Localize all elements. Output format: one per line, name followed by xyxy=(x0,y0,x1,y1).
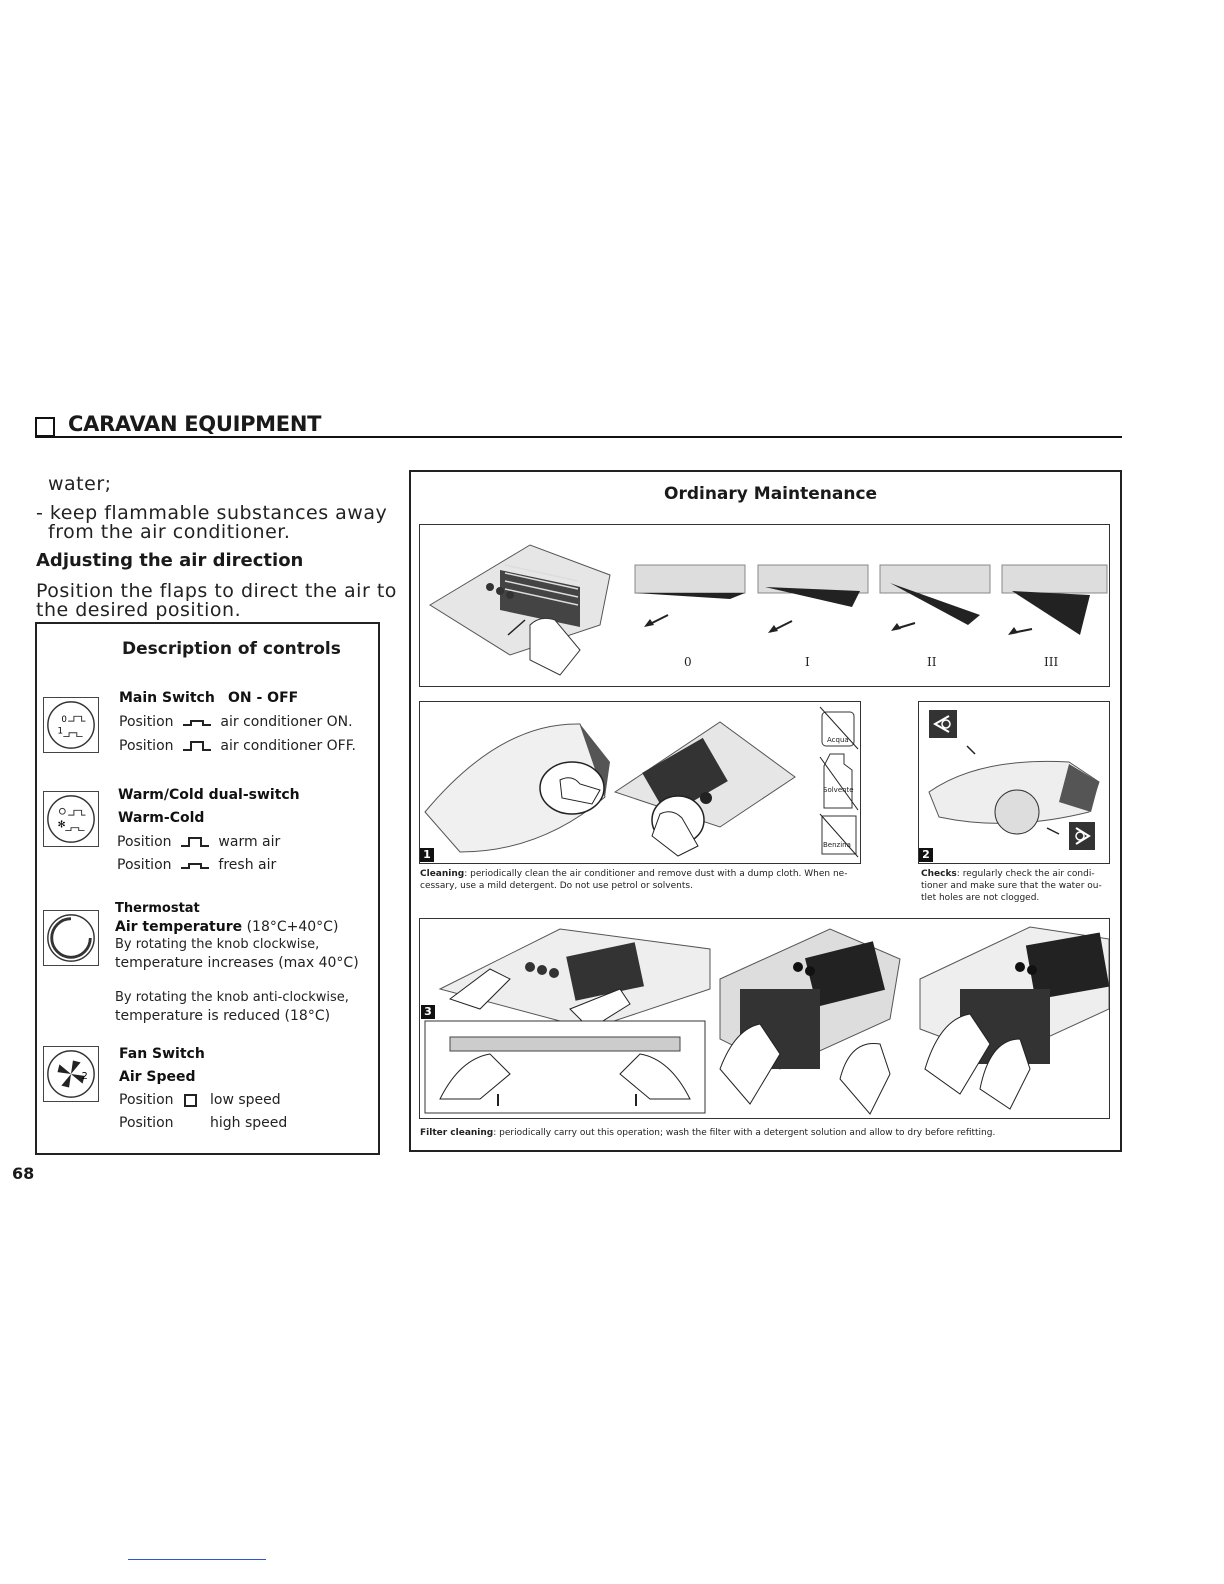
air-temperature-range: (18°C+40°C) xyxy=(246,919,339,935)
text-keep-line1: - keep flammable substances away xyxy=(36,502,388,524)
fresh-prefix: Position xyxy=(117,857,172,873)
checks-caption-line2: tioner and make sure that the water ou- xyxy=(921,881,1102,891)
air-speed-label: Air Speed xyxy=(119,1069,196,1085)
switch-fresh-symbol-icon xyxy=(180,860,210,870)
flap-label-2: II xyxy=(927,655,937,669)
checks-caption-bold: Checks xyxy=(921,869,957,879)
main-switch-off-text: air conditioner OFF. xyxy=(220,738,356,754)
flap-positions-illustration xyxy=(420,525,1109,686)
checks-illustration xyxy=(919,702,1109,863)
fan-switch-icon xyxy=(43,1046,99,1102)
thermostat-knob-icon xyxy=(43,910,99,966)
panel-number-2: 2 xyxy=(919,848,933,862)
text-keep-line2: from the air conditioner. xyxy=(48,521,291,543)
air-temperature-label: Air temperature xyxy=(115,919,243,935)
cleaning-illustration xyxy=(420,702,860,863)
cleaning-caption-bold: Cleaning xyxy=(420,869,465,879)
main-switch-state: ON - OFF xyxy=(228,690,299,706)
filter-cleaning-panel xyxy=(419,918,1110,1119)
svg-text:0: 0 xyxy=(61,715,67,726)
warm-prefix: Position xyxy=(117,834,172,850)
page-number: 68 xyxy=(12,1164,35,1183)
fresh-text: fresh air xyxy=(218,857,277,873)
switch-off-symbol-icon xyxy=(182,740,212,752)
cleaning-caption-line2: cessary, use a mild detergent. Do not use petrol or solvents. xyxy=(420,881,693,891)
switch-warm-symbol-icon xyxy=(180,836,210,848)
thermostat-ccw-line2: temperature is reduced (18°C) xyxy=(115,1008,331,1024)
thermostat-label: Thermostat xyxy=(115,901,200,916)
section-title: CARAVAN EQUIPMENT xyxy=(68,412,322,436)
bottle-label-benzina: Benzina xyxy=(823,841,851,849)
filter-caption-line1: : periodically carry out this operation; wash the filter with a detergent solution and allow to dry before refitting. xyxy=(493,1128,996,1138)
fan-low-prefix: Position xyxy=(119,1092,174,1108)
thermostat-ccw-line1: By rotating the knob anti-clockwise, xyxy=(115,990,349,1005)
panel-number-1: 1 xyxy=(420,848,434,862)
controls-title: Description of controls xyxy=(122,639,341,659)
checks-caption-line1: : regularly check the air condi- xyxy=(956,869,1095,879)
warm-cold-switch-icon xyxy=(43,791,99,847)
fan-high-prefix: Position xyxy=(119,1115,174,1131)
main-switch-icon xyxy=(43,697,99,753)
header-square-icon xyxy=(35,417,55,437)
warm-cold-label: Warm/Cold dual-switch xyxy=(118,787,300,803)
flap-positions-panel xyxy=(419,524,1110,687)
fan-switch-label: Fan Switch xyxy=(119,1046,205,1062)
maintenance-title: Ordinary Maintenance xyxy=(664,484,878,504)
bottle-label-solvente: Solvente xyxy=(823,786,854,794)
main-switch-on-text: air conditioner ON. xyxy=(220,714,353,730)
cleaning-caption-line1: : periodically clean the air conditioner and remove dust with a dump cloth. When ne- xyxy=(464,869,848,879)
main-switch-label: Main Switch xyxy=(119,690,215,706)
warm-text: warm air xyxy=(218,834,281,850)
switch-on-symbol-icon xyxy=(182,717,212,727)
thermostat-cw-line2: temperature increases (max 40°C) xyxy=(115,955,359,971)
checks-caption-line3: tlet holes are not clogged. xyxy=(921,893,1040,903)
main-switch-off-prefix: Position xyxy=(119,738,174,754)
filter-caption-bold: Filter cleaning xyxy=(420,1128,494,1138)
flap-label-3: III xyxy=(1044,655,1059,669)
thermostat-cw-line1: By rotating the knob clockwise, xyxy=(115,937,320,952)
svg-text:1: 1 xyxy=(57,726,64,737)
panel-number-3: 3 xyxy=(421,1005,435,1019)
text-position-line2: the desired position. xyxy=(36,599,242,621)
filter-cleaning-illustration xyxy=(420,919,1109,1118)
svg-text:2: 2 xyxy=(81,1070,88,1082)
cleaning-panel xyxy=(419,701,861,864)
flap-label-1: I xyxy=(805,655,810,669)
fan-low-square-icon xyxy=(184,1094,197,1107)
bottle-label-acqua: Acqua xyxy=(827,736,849,744)
text-position-line1: Position the flaps to direct the air to xyxy=(36,580,397,602)
warm-cold-sublabel: Warm-Cold xyxy=(118,810,205,826)
fan-low-text: low speed xyxy=(210,1092,281,1108)
svg-text:✻: ✻ xyxy=(57,819,66,831)
header-rule xyxy=(35,436,1122,438)
main-switch-on-prefix: Position xyxy=(119,714,174,730)
text-water: water; xyxy=(48,473,112,495)
fan-high-text: high speed xyxy=(210,1115,288,1131)
flap-label-0: 0 xyxy=(684,655,692,669)
heading-adjusting-air-direction: Adjusting the air direction xyxy=(36,550,304,571)
checks-panel xyxy=(918,701,1110,864)
bottom-link-line xyxy=(128,1559,266,1560)
